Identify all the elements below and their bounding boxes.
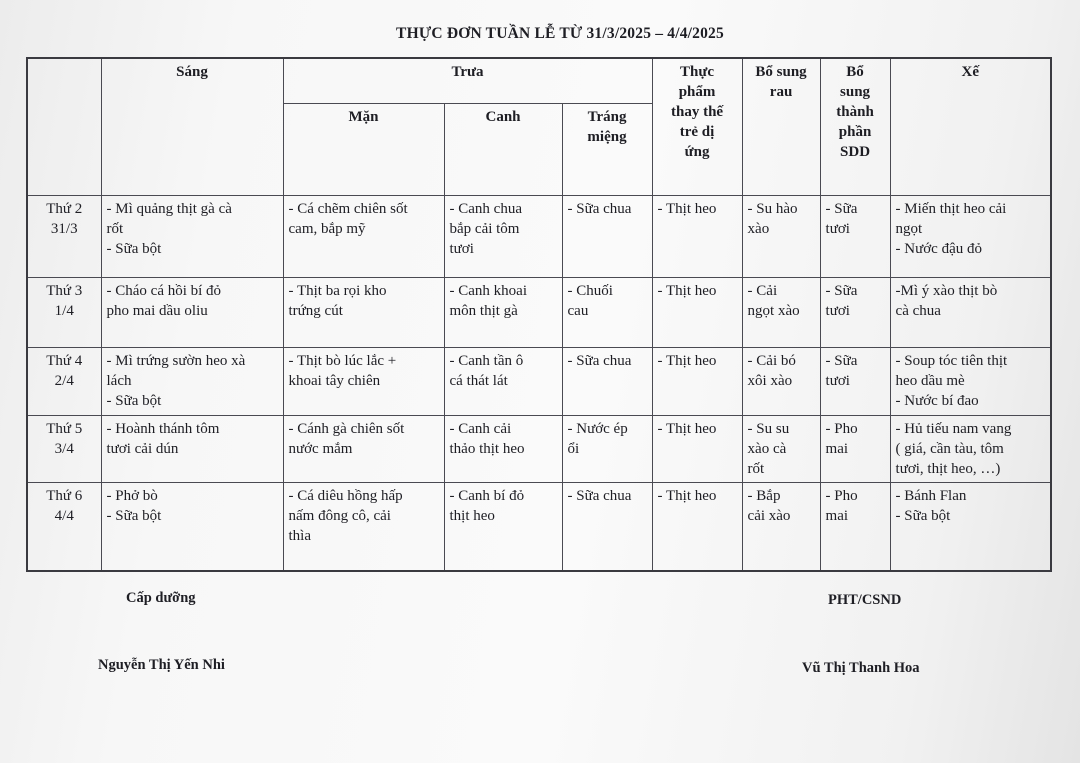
trang-mieng-cell: - Chuối cau (562, 277, 652, 347)
man-cell: - Cá diêu hồng hấp nấm đông cô, cải thìa (283, 482, 444, 571)
xe-cell: -Mì ý xào thịt bò cà chua (890, 277, 1051, 347)
table-row (27, 277, 1051, 347)
man-cell: - Thịt bò lúc lắc + khoai tây chiên (283, 347, 444, 415)
bo-sung-sdd-cell: - Sữa tươi (820, 195, 890, 277)
weekly-menu-table (26, 57, 1052, 572)
page-title: THỰC ĐƠN TUẦN LỄ TỪ 31/3/2025 – 4/4/2025 (396, 25, 724, 42)
left-signer-role: Cấp dưỡng (126, 590, 196, 606)
canh-cell: - Canh cải thảo thịt heo (444, 415, 562, 482)
header-bo-sung-rau: Bổ sung rau (742, 58, 820, 195)
man-cell: - Cá chẽm chiên sốt cam, bắp mỹ (283, 195, 444, 277)
trang-mieng-cell: - Sữa chua (562, 482, 652, 571)
bo-sung-sdd-cell: - Pho mai (820, 415, 890, 482)
canh-cell: - Canh tần ô cá thát lát (444, 347, 562, 415)
bo-sung-rau-cell: - Cải bó xôi xào (742, 347, 820, 415)
right-signer-name: Vũ Thị Thanh Hoa (802, 660, 920, 676)
header-sang: Sáng (101, 58, 283, 195)
table-row (27, 415, 1051, 482)
trang-mieng-cell: - Nước ép ổi (562, 415, 652, 482)
thay-the-cell: - Thịt heo (652, 347, 742, 415)
day-cell: Thứ 2 31/3 (27, 195, 101, 277)
day-cell: Thứ 3 1/4 (27, 277, 101, 347)
bo-sung-rau-cell: - Su hào xào (742, 195, 820, 277)
sang-cell: - Cháo cá hồi bí đỏ pho mai dầu oliu (101, 277, 283, 347)
table-row (27, 347, 1051, 415)
table-row (27, 482, 1051, 571)
header-thay-the: Thực phẩm thay thế trẻ dị ứng (652, 58, 742, 195)
bo-sung-rau-cell: - Cải ngọt xào (742, 277, 820, 347)
bo-sung-rau-cell: - Su su xào cà rốt (742, 415, 820, 482)
trang-mieng-cell: - Sữa chua (562, 195, 652, 277)
xe-cell: - Miến thịt heo cải ngọt - Nước đậu đỏ (890, 195, 1051, 277)
header-row-top (27, 58, 1051, 103)
day-cell: Thứ 4 2/4 (27, 347, 101, 415)
sang-cell: - Mì quảng thịt gà cà rốt - Sữa bột (101, 195, 283, 277)
right-signer-role: PHT/CSND (828, 592, 902, 608)
bo-sung-sdd-cell: - Sữa tươi (820, 277, 890, 347)
xe-cell: - Hủ tiếu nam vang ( giá, cần tàu, tôm tươi, thịt heo, …) (890, 415, 1051, 482)
left-signer-name: Nguyễn Thị Yến Nhi (98, 657, 225, 673)
sang-cell: - Hoành thánh tôm tươi cải dún (101, 415, 283, 482)
header-trang-mieng: Tráng miệng (562, 103, 652, 195)
table-row (27, 195, 1051, 277)
canh-cell: - Canh khoai môn thịt gà (444, 277, 562, 347)
canh-cell: - Canh bí đỏ thịt heo (444, 482, 562, 571)
man-cell: - Cánh gà chiên sốt nước mắm (283, 415, 444, 482)
trang-mieng-cell: - Sữa chua (562, 347, 652, 415)
thay-the-cell: - Thịt heo (652, 415, 742, 482)
bo-sung-rau-cell: - Bắp cải xào (742, 482, 820, 571)
xe-cell: - Soup tóc tiên thịt heo dầu mè - Nước bí đao (890, 347, 1051, 415)
canh-cell: - Canh chua bắp cải tôm tươi (444, 195, 562, 277)
header-man: Mặn (283, 103, 444, 195)
header-trua: Trưa (283, 58, 652, 103)
header-xe: Xế (890, 58, 1051, 195)
thay-the-cell: - Thịt heo (652, 482, 742, 571)
man-cell: - Thịt ba rọi kho trứng cút (283, 277, 444, 347)
thay-the-cell: - Thịt heo (652, 277, 742, 347)
thay-the-cell: - Thịt heo (652, 195, 742, 277)
sang-cell: - Phở bò - Sữa bột (101, 482, 283, 571)
header-day-blank (27, 58, 101, 195)
bo-sung-sdd-cell: - Sữa tươi (820, 347, 890, 415)
header-bo-sung-sdd: Bổ sung thành phần SDD (820, 58, 890, 195)
day-cell: Thứ 5 3/4 (27, 415, 101, 482)
sang-cell: - Mì trứng sườn heo xà lách - Sữa bột (101, 347, 283, 415)
day-cell: Thứ 6 4/4 (27, 482, 101, 571)
header-canh: Canh (444, 103, 562, 195)
xe-cell: - Bánh Flan - Sữa bột (890, 482, 1051, 571)
bo-sung-sdd-cell: - Pho mai (820, 482, 890, 571)
